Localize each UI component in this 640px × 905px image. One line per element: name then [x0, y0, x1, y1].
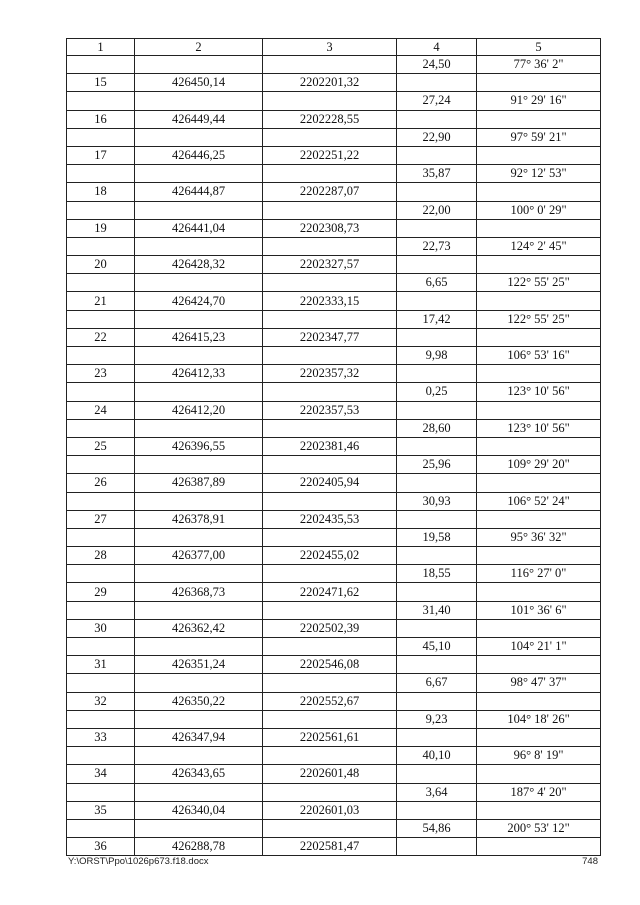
- cell-point-number: 28: [67, 547, 135, 565]
- cell-distance: 22,00: [397, 201, 477, 219]
- cell-point-number: 33: [67, 728, 135, 746]
- cell-y-coordinate: [263, 492, 397, 510]
- table-row: [67, 456, 601, 474]
- cell-y-coordinate: [263, 747, 397, 765]
- table-row: [67, 547, 601, 565]
- cell-distance: [397, 692, 477, 710]
- cell-x-coordinate: [135, 56, 263, 74]
- cell-x-coordinate: 426350,22: [135, 692, 263, 710]
- cell-point-number: [67, 419, 135, 437]
- table-row: [67, 783, 601, 801]
- cell-distance: [397, 292, 477, 310]
- cell-x-coordinate: [135, 201, 263, 219]
- cell-point-number: 15: [67, 74, 135, 92]
- cell-point-number: [67, 601, 135, 619]
- header-col-3: 3: [263, 39, 397, 56]
- cell-x-coordinate: [135, 456, 263, 474]
- cell-x-coordinate: [135, 783, 263, 801]
- cell-bearing: [477, 183, 601, 201]
- table-row: [67, 146, 601, 164]
- table-row: [67, 74, 601, 92]
- table-row: [67, 692, 601, 710]
- cell-distance: 22,90: [397, 128, 477, 146]
- cell-bearing: 97° 59' 21": [477, 128, 601, 146]
- cell-bearing: [477, 146, 601, 164]
- cell-distance: [397, 328, 477, 346]
- cell-bearing: [477, 801, 601, 819]
- cell-x-coordinate: [135, 819, 263, 837]
- cell-bearing: 122° 55' 25": [477, 274, 601, 292]
- cell-distance: [397, 510, 477, 528]
- cell-x-coordinate: [135, 710, 263, 728]
- cell-x-coordinate: [135, 274, 263, 292]
- cell-x-coordinate: 426412,33: [135, 365, 263, 383]
- cell-y-coordinate: [263, 56, 397, 74]
- table-row: [67, 274, 601, 292]
- cell-x-coordinate: 426449,44: [135, 110, 263, 128]
- cell-distance: [397, 801, 477, 819]
- table-row: [67, 401, 601, 419]
- cell-x-coordinate: 426351,24: [135, 656, 263, 674]
- cell-point-number: 32: [67, 692, 135, 710]
- table-row: [67, 601, 601, 619]
- cell-point-number: 27: [67, 510, 135, 528]
- cell-point-number: 35: [67, 801, 135, 819]
- cell-point-number: [67, 92, 135, 110]
- cell-y-coordinate: [263, 456, 397, 474]
- cell-y-coordinate: [263, 383, 397, 401]
- cell-distance: 30,93: [397, 492, 477, 510]
- cell-bearing: [477, 401, 601, 419]
- cell-x-coordinate: [135, 747, 263, 765]
- cell-distance: [397, 256, 477, 274]
- cell-bearing: 106° 53' 16": [477, 347, 601, 365]
- cell-bearing: [477, 619, 601, 637]
- cell-x-coordinate: [135, 528, 263, 546]
- cell-point-number: 17: [67, 146, 135, 164]
- cell-y-coordinate: 2202201,32: [263, 74, 397, 92]
- cell-bearing: [477, 510, 601, 528]
- cell-point-number: [67, 565, 135, 583]
- cell-point-number: [67, 237, 135, 255]
- cell-distance: 6,67: [397, 674, 477, 692]
- header-col-1: 1: [67, 39, 135, 56]
- cell-distance: 9,23: [397, 710, 477, 728]
- cell-y-coordinate: 2202471,62: [263, 583, 397, 601]
- cell-point-number: 16: [67, 110, 135, 128]
- cell-point-number: 26: [67, 474, 135, 492]
- cell-y-coordinate: [263, 638, 397, 656]
- cell-distance: [397, 728, 477, 746]
- cell-point-number: [67, 56, 135, 74]
- cell-bearing: 104° 18' 26": [477, 710, 601, 728]
- cell-x-coordinate: 426368,73: [135, 583, 263, 601]
- cell-point-number: [67, 710, 135, 728]
- cell-bearing: 109° 29' 20": [477, 456, 601, 474]
- table-row: [67, 619, 601, 637]
- table-row: [67, 819, 601, 837]
- coordinates-table: [66, 38, 601, 856]
- cell-bearing: [477, 292, 601, 310]
- table-row: [67, 365, 601, 383]
- cell-bearing: 187° 4' 20": [477, 783, 601, 801]
- cell-x-coordinate: 426378,91: [135, 510, 263, 528]
- cell-distance: 28,60: [397, 419, 477, 437]
- cell-distance: 35,87: [397, 165, 477, 183]
- cell-distance: [397, 401, 477, 419]
- cell-distance: [397, 437, 477, 455]
- cell-y-coordinate: [263, 565, 397, 583]
- cell-distance: [397, 547, 477, 565]
- cell-bearing: [477, 110, 601, 128]
- cell-y-coordinate: 2202502,39: [263, 619, 397, 637]
- cell-bearing: [477, 219, 601, 237]
- cell-point-number: [67, 310, 135, 328]
- cell-point-number: 20: [67, 256, 135, 274]
- cell-y-coordinate: [263, 201, 397, 219]
- table-row: [67, 765, 601, 783]
- table-row: [67, 292, 601, 310]
- cell-point-number: 24: [67, 401, 135, 419]
- cell-point-number: 21: [67, 292, 135, 310]
- table-row: [67, 256, 601, 274]
- cell-x-coordinate: [135, 237, 263, 255]
- table-row: [67, 492, 601, 510]
- cell-point-number: 19: [67, 219, 135, 237]
- cell-point-number: [67, 747, 135, 765]
- cell-x-coordinate: 426412,20: [135, 401, 263, 419]
- cell-bearing: [477, 692, 601, 710]
- cell-point-number: [67, 383, 135, 401]
- cell-x-coordinate: [135, 165, 263, 183]
- table-row: [67, 237, 601, 255]
- cell-bearing: 116° 27' 0": [477, 565, 601, 583]
- cell-x-coordinate: 426428,32: [135, 256, 263, 274]
- cell-point-number: 18: [67, 183, 135, 201]
- cell-bearing: 123° 10' 56": [477, 383, 601, 401]
- cell-y-coordinate: 2202405,94: [263, 474, 397, 492]
- cell-distance: [397, 74, 477, 92]
- table-row: [67, 528, 601, 546]
- cell-point-number: [67, 347, 135, 365]
- cell-x-coordinate: [135, 419, 263, 437]
- cell-y-coordinate: 2202552,67: [263, 692, 397, 710]
- table-row: [67, 383, 601, 401]
- cell-x-coordinate: 426415,23: [135, 328, 263, 346]
- cell-bearing: [477, 437, 601, 455]
- cell-y-coordinate: [263, 92, 397, 110]
- footer-file-path: Y:\ORST\Ppo\1026p673.f18.docx: [68, 856, 209, 867]
- cell-distance: 19,58: [397, 528, 477, 546]
- cell-bearing: [477, 656, 601, 674]
- cell-y-coordinate: 2202357,32: [263, 365, 397, 383]
- header-col-2: 2: [135, 39, 263, 56]
- cell-distance: 25,96: [397, 456, 477, 474]
- cell-y-coordinate: 2202601,03: [263, 801, 397, 819]
- cell-bearing: [477, 256, 601, 274]
- cell-y-coordinate: 2202251,22: [263, 146, 397, 164]
- table-row: [67, 201, 601, 219]
- table-row: [67, 474, 601, 492]
- cell-bearing: 91° 29' 16": [477, 92, 601, 110]
- cell-x-coordinate: 426362,42: [135, 619, 263, 637]
- cell-distance: [397, 656, 477, 674]
- cell-point-number: 30: [67, 619, 135, 637]
- cell-y-coordinate: 2202228,55: [263, 110, 397, 128]
- table-row: [67, 510, 601, 528]
- cell-y-coordinate: [263, 528, 397, 546]
- cell-bearing: 98° 47' 37": [477, 674, 601, 692]
- cell-distance: [397, 619, 477, 637]
- cell-bearing: [477, 838, 601, 856]
- cell-bearing: 200° 53' 12": [477, 819, 601, 837]
- cell-x-coordinate: 426450,14: [135, 74, 263, 92]
- cell-x-coordinate: [135, 347, 263, 365]
- cell-x-coordinate: [135, 92, 263, 110]
- table-row: [67, 92, 601, 110]
- table-row: [67, 437, 601, 455]
- cell-distance: 18,55: [397, 565, 477, 583]
- cell-distance: 54,86: [397, 819, 477, 837]
- cell-bearing: 95° 36' 32": [477, 528, 601, 546]
- footer-page-number: 748: [582, 856, 598, 867]
- cell-x-coordinate: 426396,55: [135, 437, 263, 455]
- cell-point-number: 29: [67, 583, 135, 601]
- table-row: [67, 328, 601, 346]
- cell-y-coordinate: 2202546,08: [263, 656, 397, 674]
- cell-y-coordinate: 2202455,02: [263, 547, 397, 565]
- cell-bearing: 101° 36' 6": [477, 601, 601, 619]
- cell-bearing: 96° 8' 19": [477, 747, 601, 765]
- cell-x-coordinate: 426424,70: [135, 292, 263, 310]
- table-body: [67, 56, 601, 856]
- cell-point-number: [67, 456, 135, 474]
- cell-distance: 27,24: [397, 92, 477, 110]
- cell-bearing: 106° 52' 24": [477, 492, 601, 510]
- cell-distance: [397, 474, 477, 492]
- cell-bearing: 77° 36' 2": [477, 56, 601, 74]
- cell-point-number: [67, 819, 135, 837]
- cell-x-coordinate: 426340,04: [135, 801, 263, 819]
- cell-y-coordinate: [263, 128, 397, 146]
- table-row: [67, 565, 601, 583]
- cell-bearing: 100° 0' 29": [477, 201, 601, 219]
- cell-bearing: [477, 328, 601, 346]
- cell-bearing: [477, 728, 601, 746]
- cell-point-number: [67, 274, 135, 292]
- table-row: [67, 56, 601, 74]
- cell-distance: 17,42: [397, 310, 477, 328]
- cell-y-coordinate: 2202347,77: [263, 328, 397, 346]
- cell-x-coordinate: 426377,00: [135, 547, 263, 565]
- table-row: [67, 747, 601, 765]
- cell-point-number: 31: [67, 656, 135, 674]
- cell-x-coordinate: [135, 383, 263, 401]
- cell-x-coordinate: [135, 128, 263, 146]
- cell-distance: 6,65: [397, 274, 477, 292]
- cell-distance: 0,25: [397, 383, 477, 401]
- cell-point-number: [67, 201, 135, 219]
- cell-x-coordinate: [135, 310, 263, 328]
- cell-distance: [397, 583, 477, 601]
- cell-point-number: 34: [67, 765, 135, 783]
- cell-bearing: 124° 2' 45": [477, 237, 601, 255]
- table-row: [67, 583, 601, 601]
- cell-y-coordinate: [263, 310, 397, 328]
- cell-y-coordinate: 2202381,46: [263, 437, 397, 455]
- cell-y-coordinate: 2202287,07: [263, 183, 397, 201]
- cell-distance: [397, 765, 477, 783]
- table-header-row: [67, 39, 601, 56]
- cell-y-coordinate: 2202601,48: [263, 765, 397, 783]
- cell-x-coordinate: 426343,65: [135, 765, 263, 783]
- cell-point-number: 22: [67, 328, 135, 346]
- cell-y-coordinate: 2202561,61: [263, 728, 397, 746]
- cell-y-coordinate: 2202581,47: [263, 838, 397, 856]
- cell-distance: [397, 146, 477, 164]
- cell-x-coordinate: 426347,94: [135, 728, 263, 746]
- cell-distance: 31,40: [397, 601, 477, 619]
- table-row: [67, 183, 601, 201]
- cell-y-coordinate: 2202327,57: [263, 256, 397, 274]
- cell-y-coordinate: [263, 237, 397, 255]
- cell-distance: 40,10: [397, 747, 477, 765]
- table-row: [67, 674, 601, 692]
- cell-y-coordinate: 2202308,73: [263, 219, 397, 237]
- cell-y-coordinate: 2202357,53: [263, 401, 397, 419]
- table-row: [67, 838, 601, 856]
- cell-bearing: [477, 583, 601, 601]
- cell-distance: [397, 838, 477, 856]
- cell-bearing: [477, 765, 601, 783]
- cell-distance: 3,64: [397, 783, 477, 801]
- table-row: [67, 419, 601, 437]
- table-row: [67, 310, 601, 328]
- cell-y-coordinate: [263, 783, 397, 801]
- cell-y-coordinate: [263, 819, 397, 837]
- cell-point-number: [67, 528, 135, 546]
- cell-distance: [397, 365, 477, 383]
- cell-point-number: [67, 165, 135, 183]
- cell-point-number: [67, 638, 135, 656]
- cell-y-coordinate: [263, 419, 397, 437]
- cell-x-coordinate: [135, 492, 263, 510]
- cell-distance: [397, 183, 477, 201]
- cell-distance: 22,73: [397, 237, 477, 255]
- cell-point-number: 25: [67, 437, 135, 455]
- header-col-4: 4: [397, 39, 477, 56]
- cell-point-number: 36: [67, 838, 135, 856]
- table-row: [67, 710, 601, 728]
- cell-bearing: [477, 365, 601, 383]
- cell-y-coordinate: [263, 165, 397, 183]
- cell-y-coordinate: [263, 601, 397, 619]
- cell-bearing: [477, 547, 601, 565]
- cell-x-coordinate: 426441,04: [135, 219, 263, 237]
- table-row: [67, 347, 601, 365]
- table-row: [67, 128, 601, 146]
- cell-point-number: [67, 128, 135, 146]
- table-row: [67, 165, 601, 183]
- cell-x-coordinate: 426446,25: [135, 146, 263, 164]
- cell-distance: [397, 219, 477, 237]
- cell-x-coordinate: 426288,78: [135, 838, 263, 856]
- cell-bearing: 104° 21' 1": [477, 638, 601, 656]
- cell-point-number: [67, 783, 135, 801]
- cell-y-coordinate: 2202333,15: [263, 292, 397, 310]
- cell-distance: 24,50: [397, 56, 477, 74]
- table-row: [67, 728, 601, 746]
- cell-distance: [397, 110, 477, 128]
- table-row: [67, 801, 601, 819]
- cell-bearing: 123° 10' 56": [477, 419, 601, 437]
- cell-x-coordinate: [135, 674, 263, 692]
- cell-x-coordinate: 426387,89: [135, 474, 263, 492]
- table-row: [67, 219, 601, 237]
- header-col-5: 5: [477, 39, 601, 56]
- cell-distance: 45,10: [397, 638, 477, 656]
- cell-bearing: 122° 55' 25": [477, 310, 601, 328]
- cell-y-coordinate: [263, 674, 397, 692]
- table-row: [67, 638, 601, 656]
- table-row: [67, 656, 601, 674]
- cell-point-number: [67, 492, 135, 510]
- cell-x-coordinate: 426444,87: [135, 183, 263, 201]
- cell-y-coordinate: [263, 710, 397, 728]
- cell-y-coordinate: [263, 274, 397, 292]
- table-row: [67, 110, 601, 128]
- cell-x-coordinate: [135, 565, 263, 583]
- cell-bearing: 92° 12' 53": [477, 165, 601, 183]
- cell-bearing: [477, 74, 601, 92]
- cell-y-coordinate: 2202435,53: [263, 510, 397, 528]
- cell-point-number: [67, 674, 135, 692]
- cell-x-coordinate: [135, 601, 263, 619]
- cell-point-number: 23: [67, 365, 135, 383]
- cell-bearing: [477, 474, 601, 492]
- cell-y-coordinate: [263, 347, 397, 365]
- cell-x-coordinate: [135, 638, 263, 656]
- cell-distance: 9,98: [397, 347, 477, 365]
